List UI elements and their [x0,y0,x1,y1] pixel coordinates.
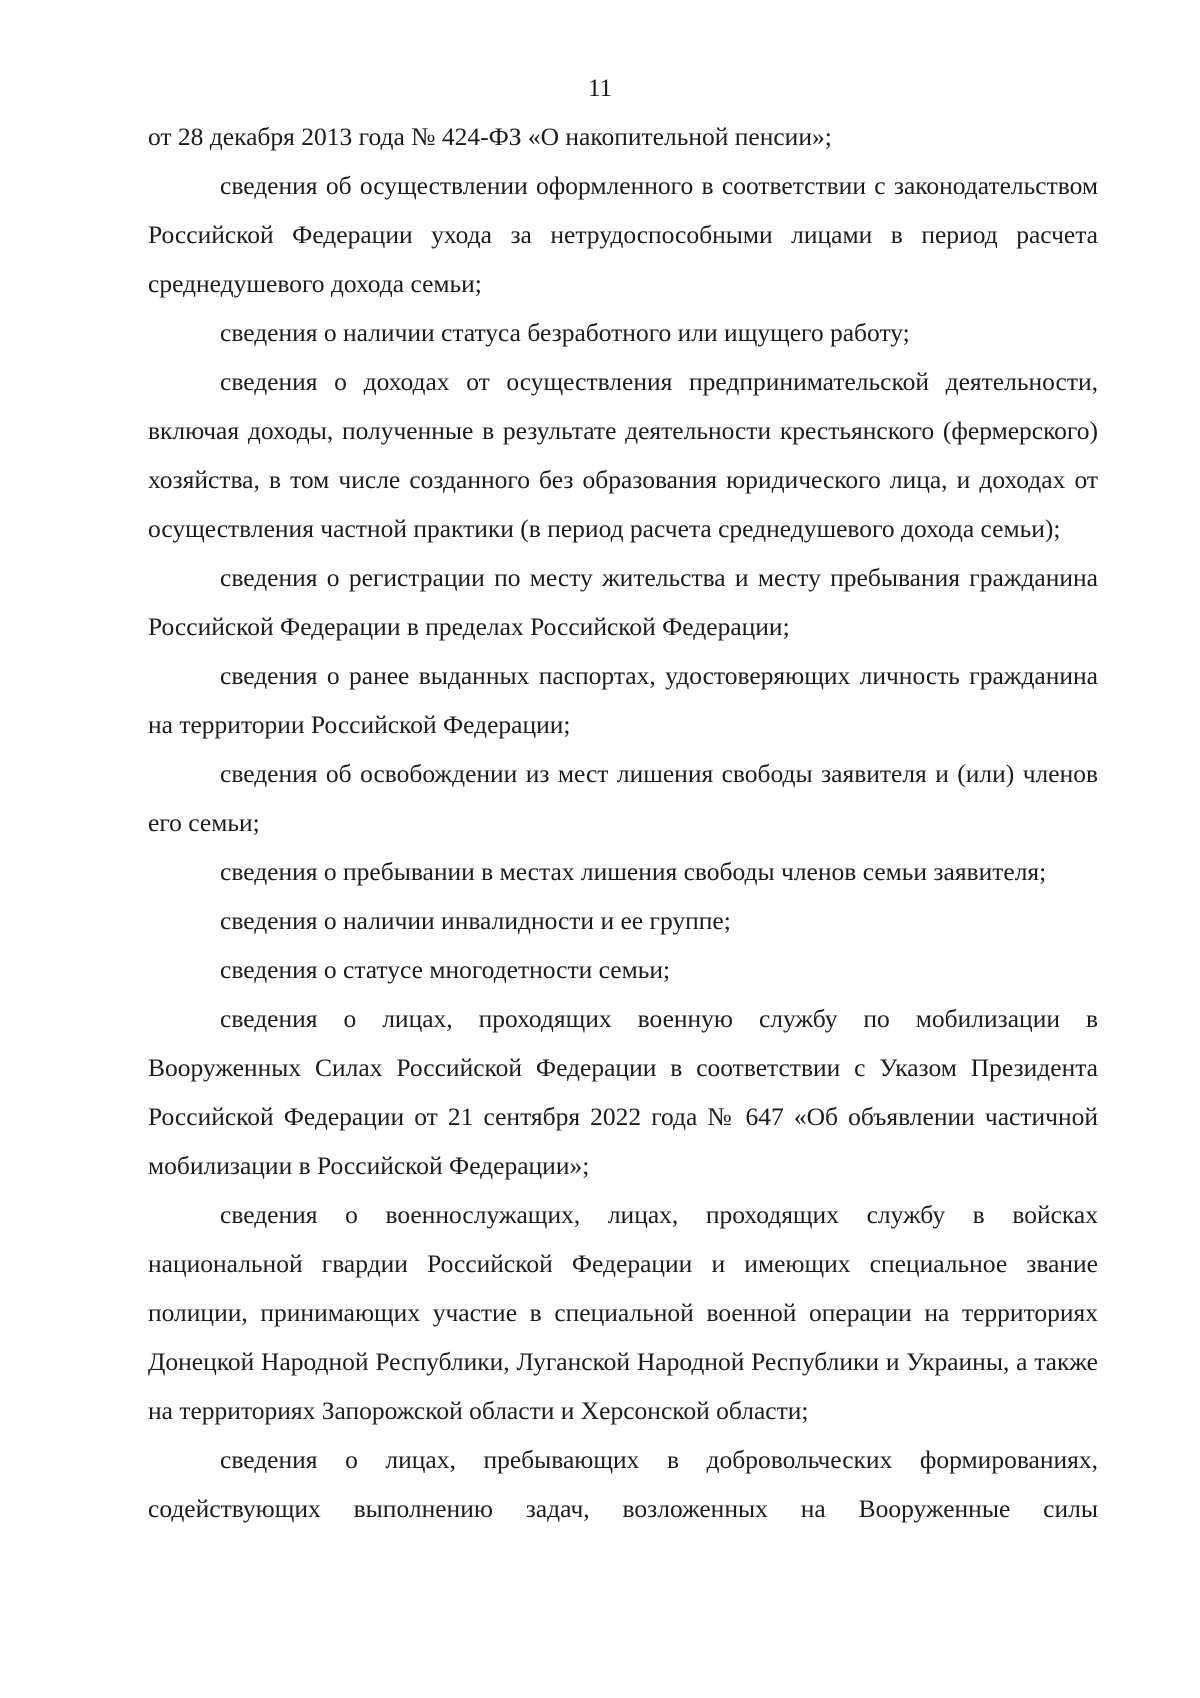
paragraph-imprisonment: сведения о пребывании в местах лишения свободы членов семьи заявителя; [220,857,1047,886]
paragraph-release-from-prison: сведения об освобождении из мест лишения свободы заявителя и (или) членов его семьи; [148,759,1098,837]
paragraph-care-info: сведения об осуществлении оформленного в соответствии с законодательством Российской Федерации ухода за нетрудоспособными лицами в период расчета среднедушевого дохода семьи; [148,171,1098,298]
paragraph-volunteer-formations: сведения о лицах, пребывающих в добровольческих формированиях, содействующих выполнению задач, возложенных на Вооруженные силы [148,1445,1098,1523]
paragraph-large-family: сведения о статусе многодетности семьи; [220,955,671,984]
paragraph-law-reference: от 28 декабря 2013 года № 424-ФЗ «О накопительной пенсии»; [148,122,832,151]
paragraph-unemployment-status: сведения о наличии статуса безработного или ищущего работу; [220,318,910,347]
document-body [148,112,1098,1533]
paragraph-mobilization: сведения о лицах, проходящих военную службу по мобилизации в Вооруженных Силах Российской Федерации в соответствии с Указом Президента Российской Федерации от 21 сентября 2022 года № 647 «Об объявлении частичной мобилизации в Российской Федерации»; [148,1004,1098,1180]
paragraph-registration: сведения о регистрации по месту жительства и месту пребывания гражданина Российской Федерации в пределах Российской Федерации; [148,563,1098,641]
paragraph-military-operation: сведения о военнослужащих, лицах, проходящих службу в войсках национальной гвардии Российской Федерации и имеющих специальное звание полиции, принимающих участие в специальной военной операции на территориях Донецкой Народной Республики, Луганской Народной Республики и Украины, а также на территориях Запорожской области и Херсонской области; [148,1200,1098,1425]
paragraph-disability: сведения о наличии инвалидности и ее группе; [220,906,731,935]
paragraph-passports: сведения о ранее выданных паспортах, удостоверяющих личность гражданина на территории Российской Федерации; [148,661,1098,739]
page-number: 11 [587,75,613,102]
paragraph-business-income: сведения о доходах от осуществления предпринимательской деятельности, включая доходы, полученные в результате деятельности крестьянского (фермерского) хозяйства, в том числе созданного без образования юридического лица, и доходах от осуществления частной практики (в период расчета среднедушевого дохода семьи); [148,367,1098,543]
